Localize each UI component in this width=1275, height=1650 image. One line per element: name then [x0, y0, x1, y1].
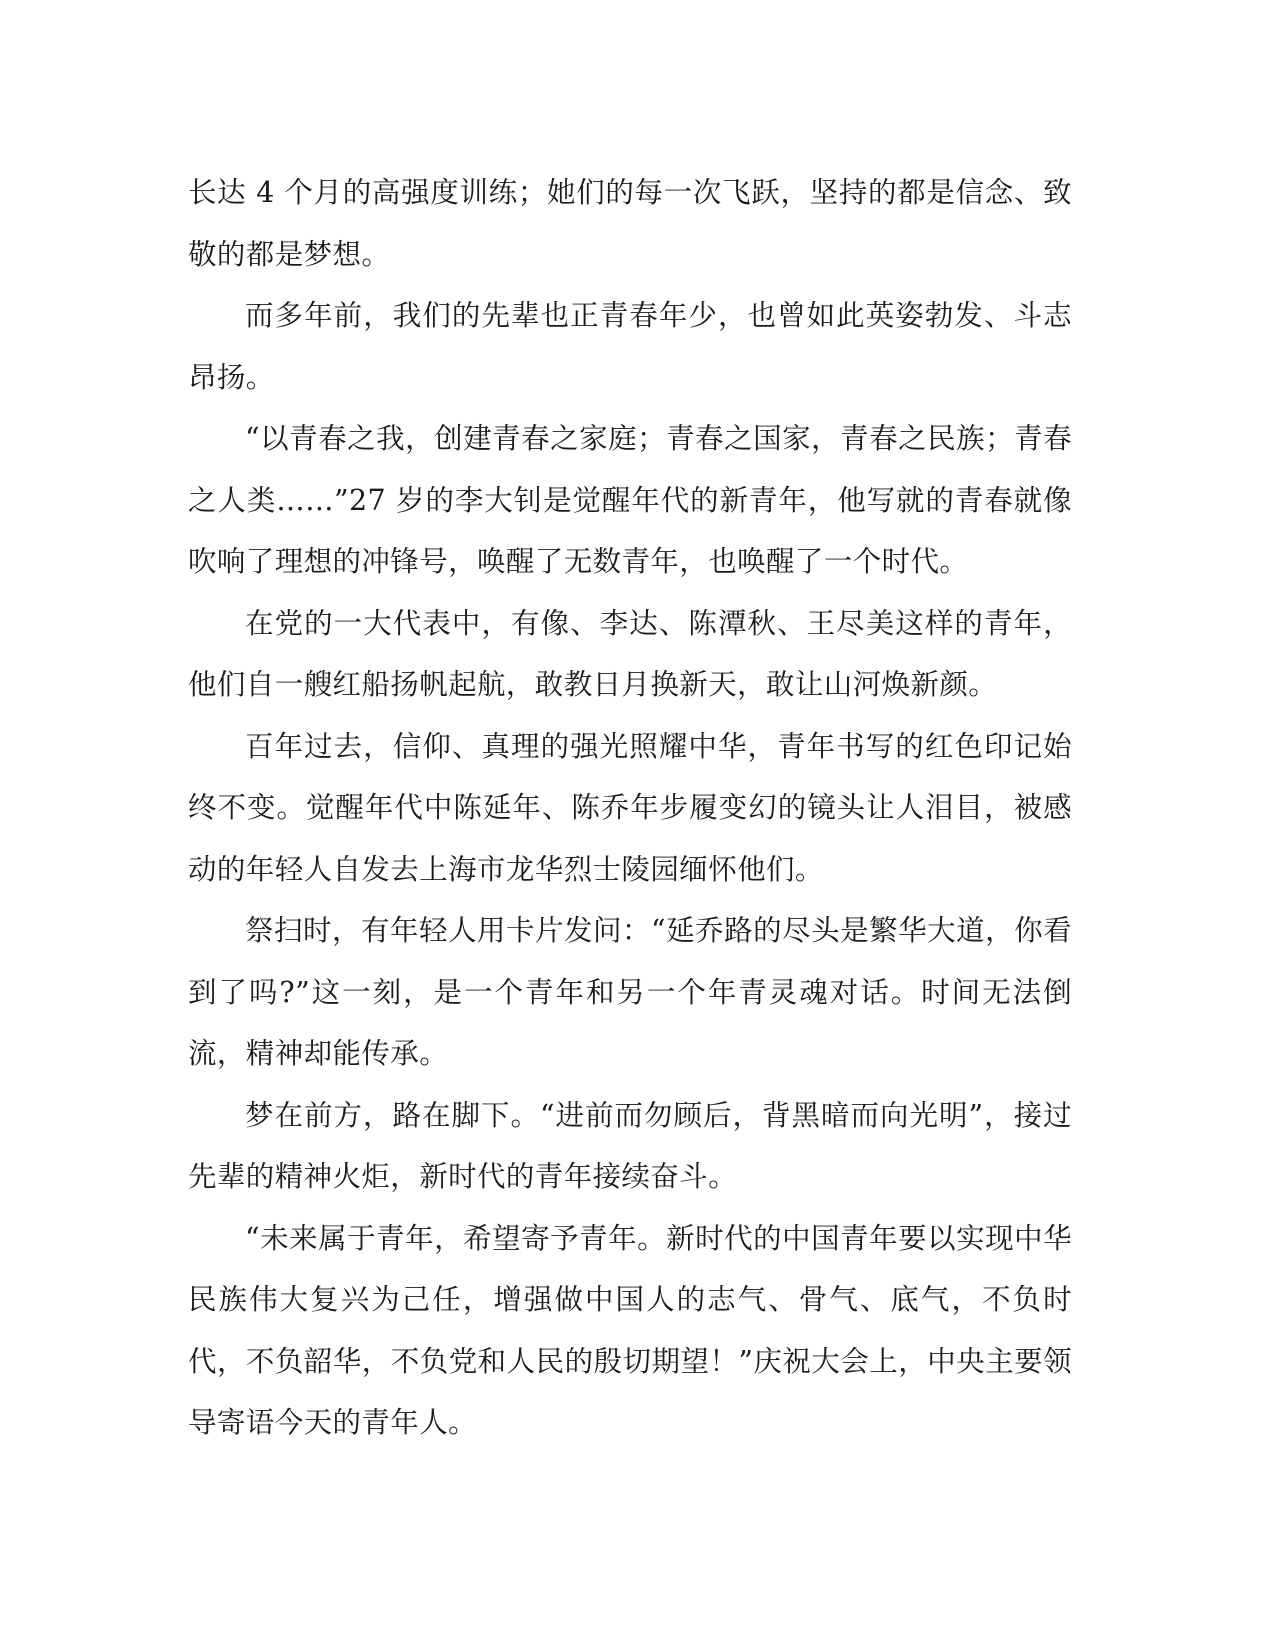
paragraph-2: 而多年前，我们的先辈也正青春年少，也曾如此英姿勃发、斗志昂扬。 [188, 299, 1072, 394]
paragraph-8: “未来属于青年，希望寄予青年。新时代的中国青年要以实现中华民族伟大复兴为己任，增强做中国人的志气、骨气、底气，不负时代，不负韶华，不负党和人民的殷切期望！”庆祝大会上，中央主要领导寄语今天的青年人。 [188, 1221, 1072, 1439]
paragraph-7: 梦在前方，路在脚下。“进前而勿顾后，背黑暗而向光明”，接过先辈的精神火炬，新时代的青年接续奋斗。 [188, 1098, 1072, 1193]
paragraph-1: 长达 4 个月的高强度训练；她们的每一次飞跃，坚持的都是信念、致敬的都是梦想。 [188, 176, 1072, 271]
paragraph-6: 祭扫时，有年轻人用卡片发问：“延乔路的尽头是繁华大道，你看到了吗?”这一刻，是一个青年和另一个年青灵魂对话。时间无法倒流，精神却能传承。 [188, 914, 1072, 1070]
document-body [188, 162, 1072, 1454]
paragraph-3: “以青春之我，创建青春之家庭；青春之国家，青春之民族；青春之人类……”27 岁的李大钊是觉醒年代的新青年，他写就的青春就像吹响了理想的冲锋号，唤醒了无数青年，也唤醒了一个时代。 [188, 422, 1072, 578]
paragraph-4: 在党的一大代表中，有像、李达、陈潭秋、王尽美这样的青年，他们自一艘红船扬帆起航，敢教日月换新天，敢让山河焕新颜。 [188, 606, 1072, 701]
paragraph-5: 百年过去，信仰、真理的强光照耀中华，青年书写的红色印记始终不变。觉醒年代中陈延年、陈乔年步履变幻的镜头让人泪目，被感动的年轻人自发去上海市龙华烈士陵园缅怀他们。 [188, 729, 1072, 886]
